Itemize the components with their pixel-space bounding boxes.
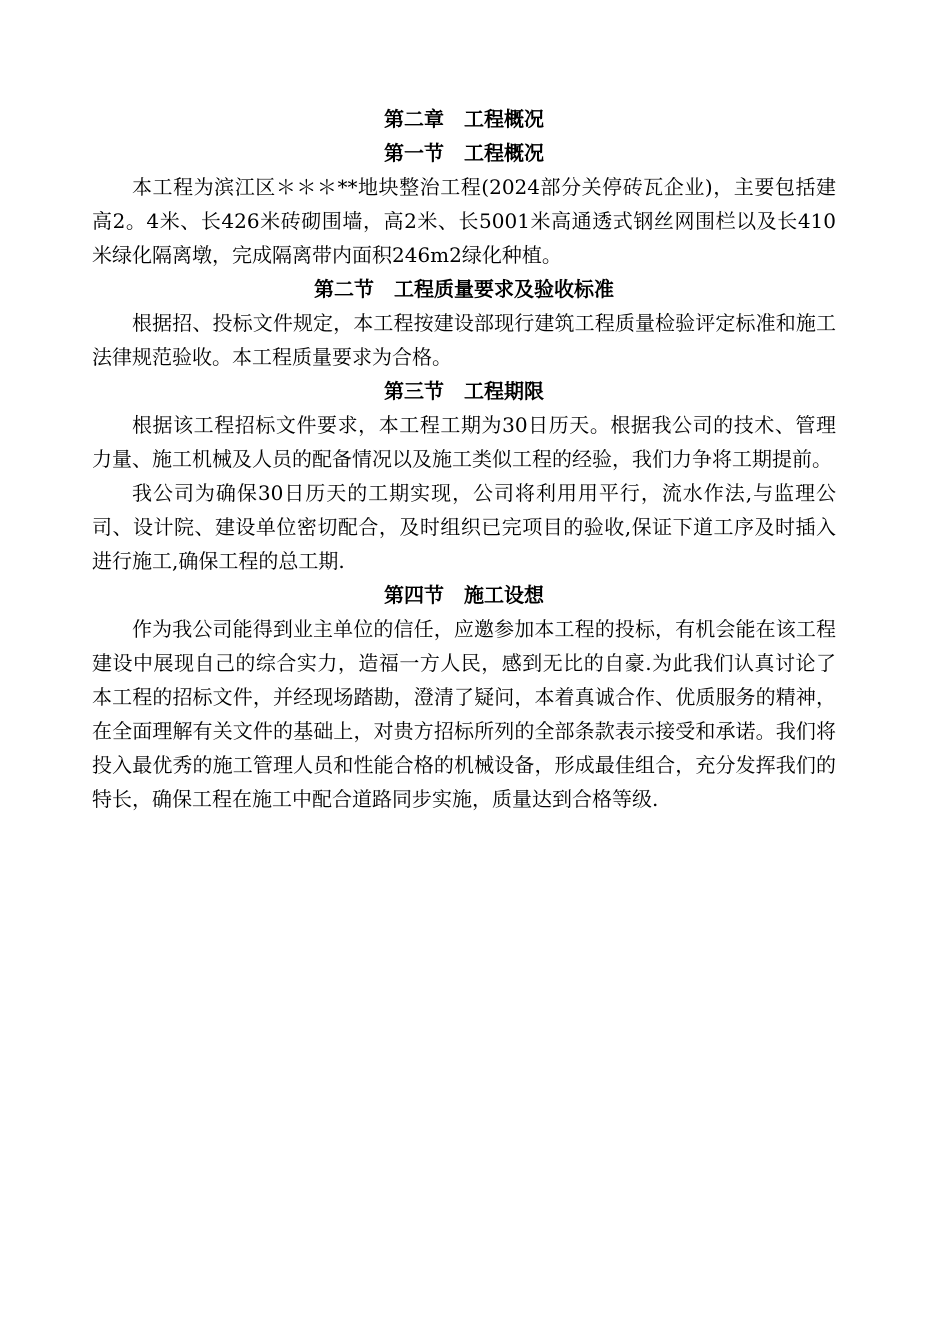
section-title: 第四节 施工设想 [384,583,544,607]
section-title: 第三节 工程期限 [384,379,544,403]
document-page [92,102,836,816]
body-paragraph: 根据招、投标文件规定，本工程按建设部现行建筑工程质量检验评定标准和施工法律规范验收。本工程质量要求为合格。 [92,311,836,369]
chapter-title: 第二章 工程概况 [384,107,544,131]
body-paragraph: 根据该工程招标文件要求，本工程工期为30日历天。根据我公司的技术、管理力量、施工机械及人员的配备情况以及施工类似工程的经验，我们力争将工期提前。 [92,413,836,471]
body-paragraph: 我公司为确保30日历天的工期实现，公司将利用用平行，流水作法,与监理公司、设计院、建设单位密切配合，及时组织已完项目的验收,保证下道工序及时插入进行施工,确保工程的总工期. [92,481,836,573]
section-title: 第一节 工程概况 [384,141,544,165]
body-paragraph: 作为我公司能得到业主单位的信任，应邀参加本工程的投标，有机会能在该工程建设中展现自己的综合实力，造福一方人民，感到无比的自豪.为此我们认真讨论了本工程的招标文件，并经现场踏勘，澄清了疑问，本着真诚合作、优质服务的精神，在全面理解有关文件的基础上，对贵方招标所列的全部条款表示接受和承诺。我们将投入最优秀的施工管理人员和性能合格的机械设备，形成最佳组合，充分发挥我们的特长，确保工程在施工中配合道路同步实施，质量达到合格等级. [92,617,836,811]
section-title: 第二节 工程质量要求及验收标准 [314,277,614,301]
body-paragraph: 本工程为滨江区＊＊＊**地块整治工程(2024部分关停砖瓦企业)，主要包括建高2。4米、长426米砖砌围墙，高2米、长5001米高通透式钢丝网围栏以及长410米绿化隔离墩，完成隔离带内面积246m2绿化种植。 [92,175,836,267]
